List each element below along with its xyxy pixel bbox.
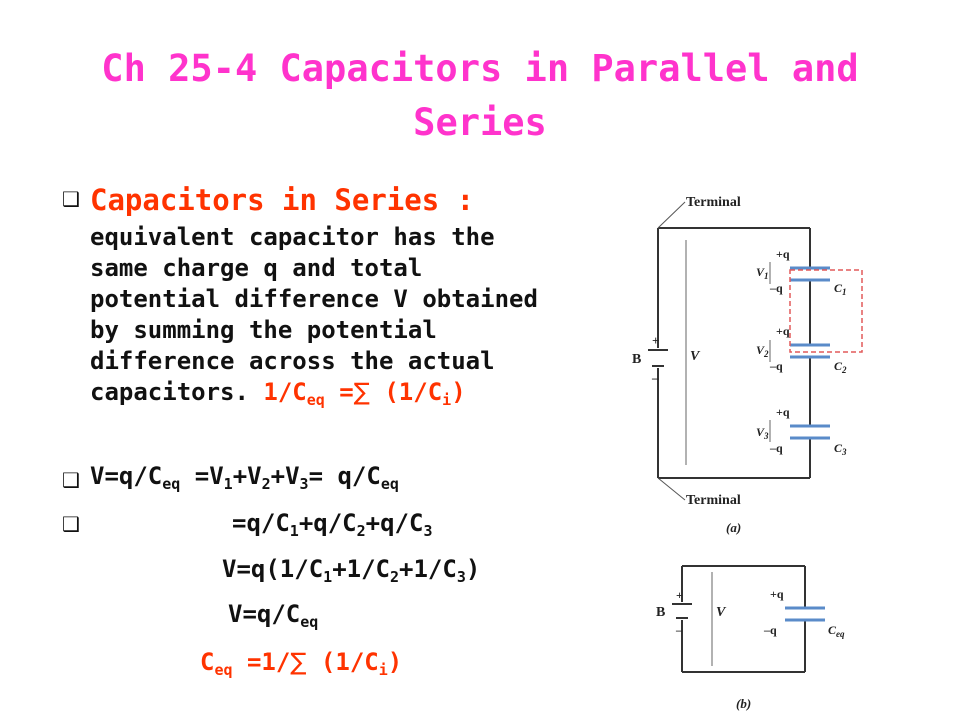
series-formula: $1/C_{eq}$ =∑ $(1/C_i)$ (263, 378, 466, 409)
equation-veq: $V=q/C_{eq}$ (228, 600, 319, 631)
plus-sign: + (676, 588, 683, 602)
charge-label: –q (764, 623, 777, 637)
ceq-label: $C_{eq}$ (828, 623, 845, 639)
equation-ceq: $C_{eq} =1/\sum$ $(1/C_i)$ (200, 648, 403, 679)
body-line: same charge q and total (90, 254, 423, 282)
charge-label: –q (770, 441, 783, 455)
page-title (60, 42, 900, 150)
figure-caption: (a) (726, 520, 742, 535)
charge-label: –q (770, 281, 783, 295)
body-line: potential difference V obtained (90, 285, 538, 313)
charge-label: +q (770, 587, 784, 601)
voltage-label: V (716, 605, 726, 620)
battery-label: B (632, 352, 642, 367)
plus-sign: + (652, 333, 660, 348)
equivalent-circuit-diagram (640, 548, 880, 716)
bullet-icon: ❑ (62, 512, 80, 536)
section-heading: Capacitors in Series : (90, 183, 475, 217)
v1-label: $V_1$ (756, 265, 769, 281)
v3-label: $V_3$ (756, 425, 769, 441)
battery-label: B (656, 605, 666, 620)
charge-label: +q (776, 247, 790, 261)
body-line: equivalent capacitor has the (90, 223, 495, 251)
voltage-label: V (690, 349, 700, 364)
title-line-1: Ch 25-4 Capacitors in Parallel and (101, 47, 859, 90)
description-paragraph (90, 222, 538, 416)
equation-factored: $V=q(1/C_1+1/C_2+1/C_3)$ (222, 555, 481, 586)
sigma-symbol: ∑ (353, 378, 370, 406)
body-line: by summing the potential (90, 316, 437, 344)
terminal-label: Terminal (686, 493, 741, 508)
title-line-2: Series (413, 101, 547, 144)
terminal-label: Terminal (686, 195, 741, 210)
charge-label: +q (776, 405, 790, 419)
equation-voltage-sum: $V=q/C_{eq} =V_1+V_2+V_3= q/C_{eq}$ (90, 462, 399, 493)
sigma-symbol: ∑ (290, 648, 307, 676)
equation-charge-sum: $=q/C_1+q/C_2+q/C_3$ (232, 509, 433, 540)
minus-sign: – (652, 370, 659, 385)
body-line-text: capacitors. (90, 378, 249, 406)
c3-label: $C_3$ (834, 441, 847, 457)
bullet-icon: ❑ (62, 468, 80, 492)
c2-label: $C_2$ (834, 359, 847, 375)
minus-sign: – (676, 623, 682, 637)
bullet-icon: ❑ (62, 187, 80, 211)
v2-label: $V_2$ (756, 343, 769, 359)
charge-label: +q (776, 324, 790, 338)
body-line (90, 377, 538, 416)
c1-label: $C_1$ (834, 281, 847, 297)
figure-caption: (b) (736, 696, 752, 711)
charge-label: –q (770, 359, 783, 373)
series-circuit-diagram (632, 180, 880, 540)
body-line: difference across the actual (90, 347, 495, 375)
